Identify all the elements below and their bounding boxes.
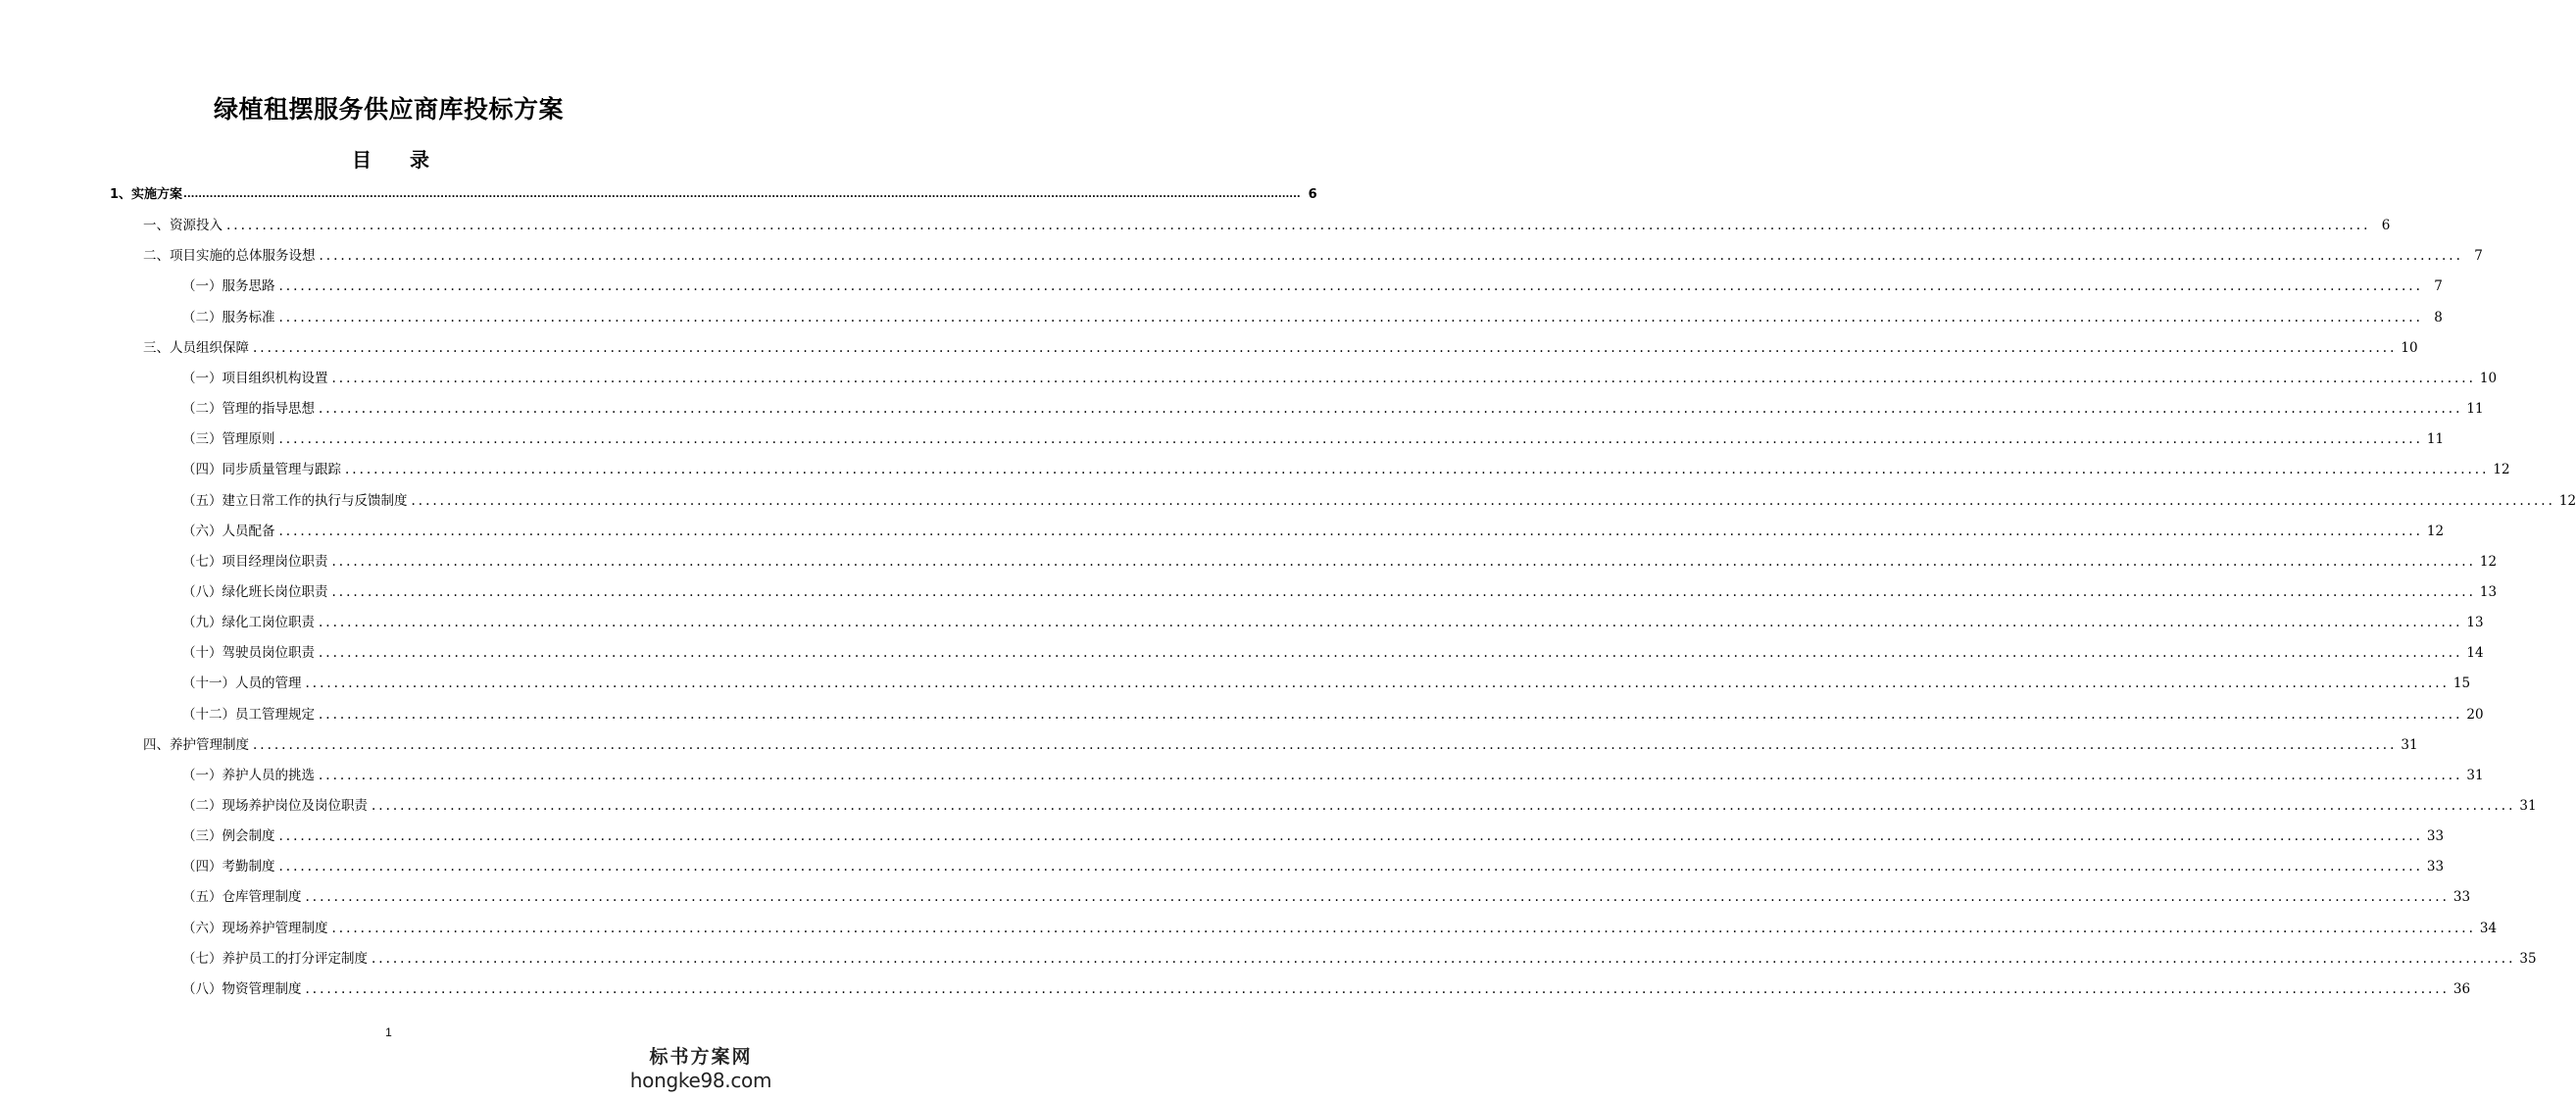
toc-entry-page: 15 [2452, 675, 2471, 692]
toc-dot-leader: ............................................................................................................................................................................................................................................................................................................ [253, 736, 2398, 753]
toc-dot-leader: ............................................................................................................................................................................................................................................................................................................ [278, 309, 2423, 325]
toc-dot-leader: ............................................................................................................................................................................................................................................................................................................ [319, 248, 2463, 265]
watermark-logo [627, 1045, 774, 1092]
toc-entry-page: 10 [2401, 339, 2418, 356]
document-title: 绿植租摆服务供应商库投标方案 [213, 95, 564, 124]
toc-entry-label: （六）人员配备 [182, 523, 275, 539]
toc-dot-leader: ............................................................................................................................................................................................................................................................................................................ [319, 706, 2463, 723]
toc-entry-label: （四）考勤制度 [182, 859, 275, 875]
toc-entry-label: （一）养护人员的挑选 [182, 767, 315, 783]
toc-entry-label: 四、养护管理制度 [143, 736, 249, 753]
toc-dot-leader: ............................................................................................................................................................................................................................................................................................................ [305, 675, 2450, 692]
toc-entry[interactable] [182, 428, 2445, 450]
toc-dot-leader: ............................................................................................................................................................................................................................................................................................................ [278, 828, 2423, 845]
toc-dot-leader: ............................................................................................................................................................................................................................................................................................................ [331, 920, 2476, 936]
toc-entry[interactable] [182, 275, 2443, 297]
toc-entry-page: 35 [2519, 950, 2537, 967]
toc-dot-leader: ............................................................................................................................................................................................................................................................................................................ [278, 431, 2423, 448]
toc-dot-leader: ............................................................................................................................................................................................................................................................................................................ [183, 189, 1301, 200]
toc-entry-label: 二、项目实施的总体服务设想 [143, 248, 316, 265]
toc-heading: 目 录 [352, 148, 445, 172]
toc-dot-leader: ............................................................................................................................................................................................................................................................................................................ [226, 218, 2371, 234]
toc-entry-page: 7 [2434, 278, 2443, 295]
toc-entry-label: （二）现场养护岗位及岗位职责 [182, 798, 368, 814]
toc-entry-page: 14 [2466, 645, 2484, 662]
toc-entry[interactable] [110, 184, 1317, 206]
toc-entry-label: （八）物资管理制度 [182, 980, 302, 997]
toc-entry[interactable] [182, 521, 2445, 542]
toc-entry[interactable] [182, 856, 2445, 877]
toc-entry[interactable] [143, 215, 2391, 236]
toc-entry-page: 12 [2493, 462, 2510, 478]
toc-entry-label: （一）项目组织机构设置 [182, 370, 328, 386]
toc-entry-page: 6 [1308, 187, 1317, 202]
toc-entry-label: 三、人员组织保障 [143, 339, 249, 356]
toc-entry[interactable] [182, 368, 2498, 389]
toc-entry-page: 33 [2426, 828, 2445, 845]
toc-entry[interactable] [182, 398, 2484, 420]
watermark-url-text: hongke98.com [629, 1069, 772, 1092]
toc-dot-leader: ............................................................................................................................................................................................................................................................................................................ [331, 553, 2476, 570]
toc-entry-page: 12 [2426, 523, 2445, 539]
toc-entry-page: 13 [2466, 615, 2484, 631]
toc-entry-page: 10 [2479, 370, 2498, 386]
toc-entry-page: 31 [2466, 767, 2484, 783]
toc-entry[interactable] [143, 245, 2483, 267]
toc-dot-leader: ............................................................................................................................................................................................................................................................................................................ [305, 889, 2450, 906]
toc-entry[interactable] [182, 551, 2498, 573]
toc-entry-page: 34 [2479, 920, 2498, 936]
toc-entry[interactable] [182, 490, 2576, 512]
toc-entry[interactable] [182, 795, 2537, 817]
toc-entry[interactable] [182, 642, 2484, 664]
toc-entry-label: （三）管理原则 [182, 431, 275, 448]
toc-entry[interactable] [182, 459, 2510, 480]
toc-dot-leader: ............................................................................................................................................................................................................................................................................................................ [411, 492, 2555, 509]
toc-entry-page: 31 [2401, 736, 2418, 753]
toc-entry-page: 6 [2381, 218, 2391, 234]
toc-entry[interactable] [182, 765, 2484, 786]
watermark-cn-text: 标书方案网 [649, 1046, 753, 1068]
toc-entry[interactable] [182, 673, 2471, 694]
toc-entry-page: 31 [2519, 798, 2537, 814]
toc-dot-leader: ............................................................................................................................................................................................................................................................................................................ [319, 767, 2463, 783]
toc-dot-leader: ............................................................................................................................................................................................................................................................................................................ [372, 950, 2516, 967]
toc-entry-label: 1、实施方案 [110, 187, 183, 202]
toc-dot-leader: ............................................................................................................................................................................................................................................................................................................ [345, 462, 2490, 478]
toc-entry-page: 7 [2474, 248, 2483, 265]
toc-entry[interactable] [143, 734, 2418, 756]
toc-entry-label: （八）绿化班长岗位职责 [182, 583, 328, 600]
toc-entry-label: （六）现场养护管理制度 [182, 920, 328, 936]
toc-dot-leader: ............................................................................................................................................................................................................................................................................................................ [278, 278, 2423, 295]
toc-entry-label: （一）服务思路 [182, 278, 275, 295]
toc-entry[interactable] [182, 886, 2471, 908]
toc-entry-page: 36 [2452, 980, 2471, 997]
toc-entry-page: 11 [2426, 431, 2445, 448]
toc-entry-label: 一、资源投入 [143, 218, 223, 234]
toc-entry[interactable] [182, 581, 2498, 603]
toc-dot-leader: ............................................................................................................................................................................................................................................................................................................ [372, 798, 2516, 814]
toc-dot-leader: ............................................................................................................................................................................................................................................................................................................ [331, 583, 2476, 600]
toc-entry-label: （十一）人员的管理 [182, 675, 302, 692]
toc-entry-page: 33 [2452, 889, 2471, 906]
toc-entry[interactable] [182, 704, 2484, 725]
toc-dot-leader: ............................................................................................................................................................................................................................................................................................................ [305, 980, 2450, 997]
toc-entry[interactable] [182, 612, 2484, 633]
toc-entry[interactable] [182, 948, 2537, 970]
toc-entry-label: （三）例会制度 [182, 828, 275, 845]
toc-entry-page: 12 [2479, 553, 2498, 570]
toc-entry-page: 12 [2558, 492, 2576, 509]
toc-entry[interactable] [182, 825, 2445, 847]
toc-entry[interactable] [143, 337, 2418, 359]
toc-dot-leader: ............................................................................................................................................................................................................................................................................................................ [319, 645, 2463, 662]
toc-dot-leader: ............................................................................................................................................................................................................................................................................................................ [319, 401, 2463, 418]
toc-entry[interactable] [182, 307, 2443, 328]
toc-entry-label: （七）养护员工的打分评定制度 [182, 950, 368, 967]
toc-entry-page: 8 [2434, 309, 2443, 325]
toc-entry-page: 13 [2479, 583, 2498, 600]
toc-entry-label: （十）驾驶员岗位职责 [182, 645, 315, 662]
toc-entry-label: （二）管理的指导思想 [182, 401, 315, 418]
toc-dot-leader: ............................................................................................................................................................................................................................................................................................................ [253, 339, 2398, 356]
toc-entry-label: （七）项目经理岗位职责 [182, 553, 328, 570]
toc-entry-label: （二）服务标准 [182, 309, 275, 325]
toc-entry-label: （五）仓库管理制度 [182, 889, 302, 906]
toc-entry-page: 11 [2466, 401, 2484, 418]
toc-entry-label: （十二）员工管理规定 [182, 706, 315, 723]
toc-entry[interactable] [182, 978, 2471, 1000]
toc-entry-label: （九）绿化工岗位职责 [182, 615, 315, 631]
toc-dot-leader: ............................................................................................................................................................................................................................................................................................................ [278, 859, 2423, 875]
page-number: 1 [385, 1025, 392, 1039]
toc-dot-leader: ............................................................................................................................................................................................................................................................................................................ [319, 615, 2463, 631]
toc-dot-leader: ............................................................................................................................................................................................................................................................................................................ [331, 370, 2476, 386]
toc-entry-label: （五）建立日常工作的执行与反馈制度 [182, 492, 408, 509]
toc-entry-page: 20 [2466, 706, 2484, 723]
toc-dot-leader: ............................................................................................................................................................................................................................................................................................................ [278, 523, 2423, 539]
toc-entry[interactable] [182, 918, 2498, 939]
toc-entry-page: 33 [2426, 859, 2445, 875]
toc-entry-label: （四）同步质量管理与跟踪 [182, 462, 341, 478]
